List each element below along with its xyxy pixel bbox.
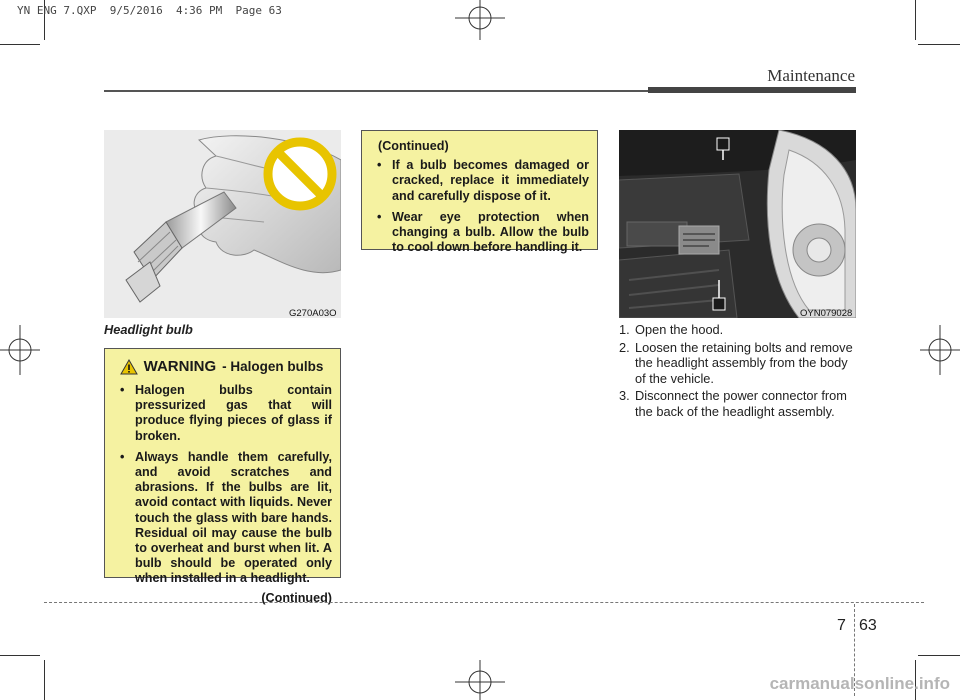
- section-title: Maintenance: [767, 66, 855, 85]
- page-number: 63: [859, 617, 877, 634]
- registration-mark-icon: [0, 325, 40, 375]
- warning-word: WARNING: [143, 358, 217, 376]
- step-number: 2.: [619, 339, 630, 355]
- engine-bay-illustration: [619, 130, 856, 318]
- crop-mark: [918, 655, 960, 656]
- figure-engine-bay: [619, 130, 856, 318]
- continued-item: • Wear eye protection when changing a bulb. Allow the bulb to cool down before handling it.: [368, 210, 589, 256]
- figure-code: OYN079028: [800, 308, 853, 319]
- warning-heading: [111, 359, 332, 375]
- continued-heading: (Continued): [378, 139, 449, 153]
- hand-holding-bulb-illustration: [104, 130, 341, 318]
- crop-mark: [918, 44, 960, 45]
- figure-code: G270A03O: [289, 308, 337, 319]
- crop-mark: [0, 655, 40, 656]
- warning-subject: - Halogen bulbs: [222, 359, 324, 375]
- crop-mark: [44, 660, 45, 700]
- step-text: Loosen the retaining bolts and remove the headlight assembly from the body of the vehicle.: [635, 339, 853, 386]
- chapter-number: 7: [837, 617, 846, 634]
- figure-halogen-bulb: [104, 130, 341, 318]
- continued-list: [368, 158, 589, 255]
- registration-mark-icon: [920, 325, 960, 375]
- continued-note: (Continued): [261, 590, 332, 605]
- procedure-steps: [619, 322, 856, 422]
- continued-warning-box: [361, 130, 598, 255]
- header-rule-accent: [648, 87, 856, 93]
- step-item: [619, 340, 856, 387]
- steps-list: [619, 322, 856, 420]
- crop-mark: [915, 0, 916, 40]
- watermark: carmanualsonline.info: [769, 674, 950, 693]
- step-item: [619, 388, 856, 419]
- figure-caption: Headlight bulb: [104, 322, 193, 337]
- step-number: 3.: [619, 388, 630, 404]
- warning-triangle-icon: [120, 359, 138, 375]
- footer-rule: [44, 602, 924, 603]
- warning-box: [104, 348, 341, 605]
- warning-item: • Always handle them carefully, and avoid scratches and abrasions. If the bulbs are lit, avoid contact with liquids. Never touch the glass with bare hands. Residual oil may cause the bulb to overheat and burst when lit. A bulb should be operated only when installed in a headlight.: [111, 450, 332, 587]
- warning-list: [111, 383, 332, 587]
- continued-item: • If a bulb becomes damaged or cracked, replace it immediately and carefully dispose of it.: [368, 158, 589, 204]
- registration-mark-icon: [455, 0, 505, 40]
- step-text: Open the hood.: [635, 322, 724, 337]
- step-number: 1.: [619, 322, 630, 337]
- warning-item: • Halogen bulbs contain pressurized gas that will produce flying pieces of glass if broken.: [111, 383, 332, 444]
- step-item: [619, 322, 856, 338]
- print-info: YN ENG 7.QXP 9/5/2016 4:36 PM Page 63: [17, 4, 282, 17]
- crop-mark: [0, 44, 40, 45]
- registration-mark-icon: [455, 660, 505, 700]
- step-text: Disconnect the power connector from the back of the headlight assembly.: [635, 388, 847, 419]
